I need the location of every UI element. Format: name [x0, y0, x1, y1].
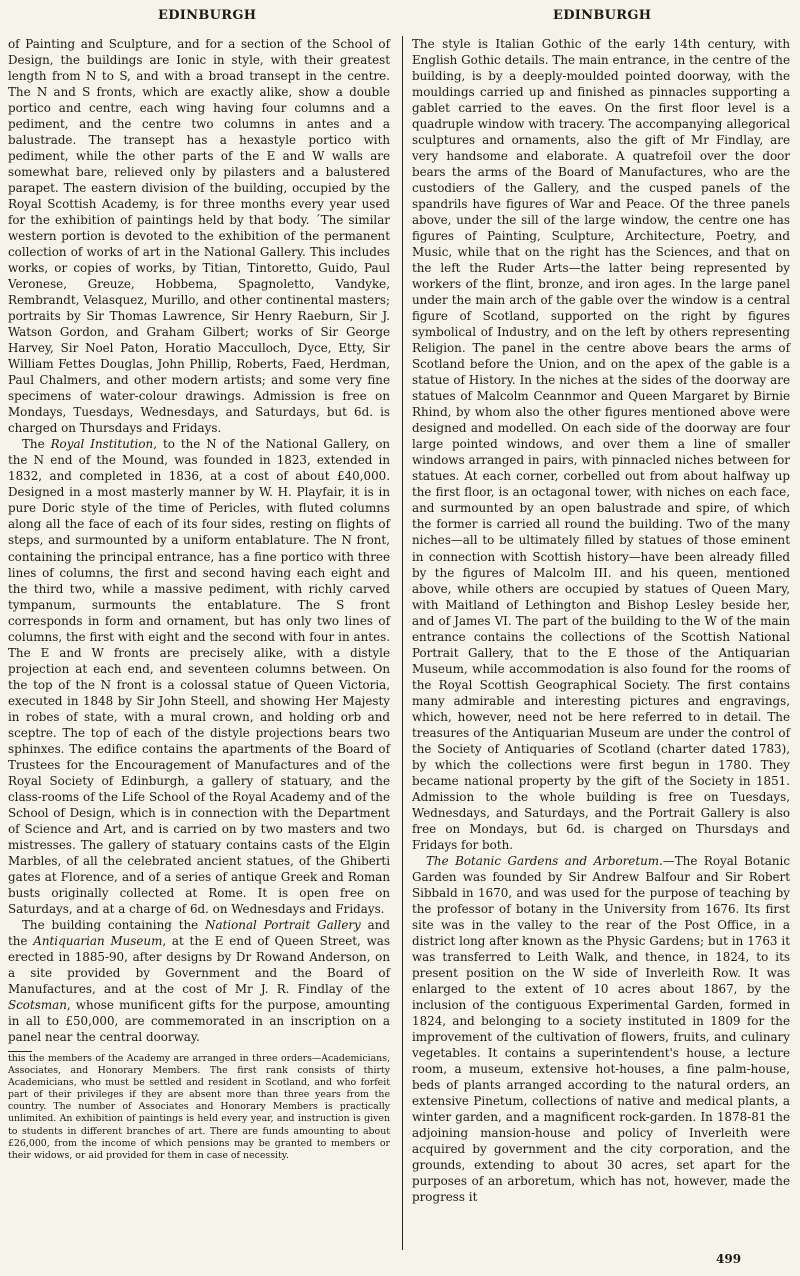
text-body: , to the N of the National Gallery, on the N end of the Mound, was founded in 1823, extended in 1832, and completed in 1836, at a cost of about £40,000. Designed in a most masterly manner by W. H. Playfair, it is in pure Doric style of the time of Pericles, with fluted columns along all the face of each of its four sides, resting on flights of steps, and surmounted by a uniform entablature. The N front, containing the principal entrance, has a fine portico with three lines of columns, the first and second having each eight and the third two, while a massive pediment, with richly carved tympanum, surmounts the entablature. The S front corresponds in form and ornament, but has only two lines of columns, the first with eight and the second with four in antes. The E and W fronts are precisely alike, with a distyle projection at each end, and seventeen columns between. On the top of the N front is a colossal statue of Queen Victoria, executed in 1848 by Sir John Steell, and showing Her Majesty in robes of state, with a mural crown, and holding orb and sceptre. The top of each of the distyle projections bears two sphinxes. The edifice contains the apartments of the Board of Trustees for the Encouragement of Manufactures and of the Royal Society of Edinburgh, a gallery of statuary, and the class-rooms of the Life School of the Royal Academy and of the School of Design, which is in connection with the Department of Science and Art, and is carried on by two masters and two mistresses. The gallery of statuary contains casts of the Elgin Marbles, of all the celebrated ancient statues, of the Ghiberti gates at Florence, and of a series of antique Greek and Roman busts originally collected at Rome. It is open free on Saturdays, and at a charge of 6d. on Wednesdays and Fridays. [8, 437, 391, 916]
italic-title: Antiquarian Museum [33, 933, 163, 948]
italic-title: The Botanic Gardens and Arboretum. [426, 853, 663, 868]
footnote-rule [8, 1051, 32, 1052]
column-divider [402, 36, 403, 1250]
left-column [8, 36, 390, 1162]
paragraph-royal-institution [8, 436, 390, 916]
paragraph-academy: of Painting and Sculpture, and for a section of the School of Design, the buildings are Ionic in style, with their greatest length from N to S, and with a broad transept in the centre. The N and S fronts, which are exactly alike, show a double portico and centre, each wing having four columns and a pediment, and the centre two columns in antes and a balustrade. The transept has a hexastyle portico with pediment, while the other parts of the E and W walls are somewhat bare, relieved only by pilasters and a balustered parapet. The eastern division of the building, occupied by the Royal Scottish Academy, is for three months every year used for the exhibition of paintings held by that body. ´The similar western portion is devoted to the exhibition of the permanent collection of works of art in the National Gallery. This includes works, or copies of works, by Titian, Tintoretto, Guido, Paul Veronese, Greuze, Hobbema, Spagnoletto, Vandyke, Rembrandt, Velasquez, Murillo, and other continental masters; portraits by Sir Thomas Lawrence, Sir Henry Raeburn, Sir J. Watson Gordon, and Graham Gilbert; works of Sir George Harvey, Sir Noel Paton, Horatio Macculloch, Dyce, Etty, Sir William Fettes Douglas, John Phillip, Roberts, Faed, Herdman, Paul Chalmers, and other modern artists; and some very fine specimens of water-colour drawings. Admission is free on Mondays, Tuesdays, Wednesdays, and Saturdays, but 6d. is charged on Thursdays and Fridays. [8, 37, 390, 436]
text-body: , whose munificent gifts for the purpose, amounting in all to £50,000, are commemorated in an inscription on a panel near the central doorway. [8, 997, 390, 1044]
italic-title: National Portrait Gallery [205, 917, 361, 932]
paragraph-gothic-style: The style is Italian Gothic of the early 14th century, with English Gothic details. The main entrance, in the centre of the building, is by a deeply-moulded pointed doorway, with the mouldings carried up and finished as pinnacles supporting a gablet carried to the eaves. On the first floor level is a quadruple window with tracery. The accompanying allegorical sculptures and ornaments, also the gift of Mr Findlay, are very handsome and elaborate. A quatrefoil over the door bears the arms of the Board of Manufactures, who are the custodiers of the Gallery, and the cusped panels of the spandrils have figures of War and Peace. Of the three panels above, under the sill of the large window, the centre one has figures of Painting, Sculpture, Architecture, Poetry, and Music, while that on the right has the Sciences, and that on the left the Ruder Arts—the latter being represented by workers of the flint, bronze, and iron ages. In the large panel under the main arch of the gable over the window is a central figure of Scotland, supported on the right by figures symbolical of Industry, and on the left by others representing Religion. The panel in the centre above bears the arms of Scotland before the Union, and on the apex of the gable is a statue of History. In the niches at the sides of the doorway are statues of Malcolm Ceannmor and Queen Margaret by Birnie Rhind, by whom also the other figures mentioned above were designed and modelled. On each side of the doorway are four large pointed windows, and over them a line of smaller windows arranged in pairs, with pinnacled niches between for statues. At each corner, corbelled out from about halfway up the first floor, is an octagonal tower, with niches on each face, and surmounted by an open balustrade and spire, of which the former is carried all round the building. Two of the many niches—all to be ultimately filled by statues of those eminent in connection with Scottish history—have been already filled by the figures of Malcolm III. and his queen, mentioned above, while others are occupied by statues of Queen Mary, with Maitland of Lethington and Bishop Lesley beside her, and of James VI. The part of the building to the W of the main entrance contains the collections of the Scottish National Portrait Gallery, that to the E those of the Antiquarian Museum, while accommodation is also found for the rooms of the Royal Scottish Geographical Society. The first contains many admirable and interesting pictures and engravings, which, however, need not be here referred to in detail. The treasures of the Antiquarian Museum are under the control of the Society of Antiquaries of Scotland (charter dated 1783), by which the collections were first begun in 1780. They became national property by the gift of the Society in 1851. Admission to the whole building is free on Tuesdays, Wednesdays, and Saturdays, and the Portrait Gallery is also free on Mondays, but 6d. is charged on Thursdays and Fridays for both. [412, 37, 790, 852]
text-body: —The Royal Botanic Garden was founded by Sir Andrew Balfour and Sir Robert Sibbald in 1670, and was used for the purpose of teaching by the professor of botany in the University from 1676. Its first site was in the valley to the rear of the Post Office, in a district long after known as the Physic Gardens; but in 1763 it was transferred to Leith Walk, and thence, in 1824, to its present position on the W side of Inverleith Row. It was enlarged to the extent of 10 acres about 1867, by the inclusion of the contiguous Experimental Garden, formed in 1824, and belonging to a society instituted in 1809 for the improvement of the cultivation of flowers, fruits, and culinary vegetables. It contains a superintendent's house, a lecture room, a museum, extensive hot-houses, a fine palm-house, beds of plants arranged according to the natural orders, an extensive Pinetum, collections of native and medical plants, a winter garden, and a magnificent rock-garden. In 1878-81 the adjoining mansion-house and policy of Inverleith were acquired by government and the city corporation, and the grounds, extending to about 30 acres, set apart for the purposes of an arboretum, which has not, however, made the progress it [412, 853, 790, 1205]
text-lead: The [22, 437, 51, 452]
footnote: this the members of the Academy are arranged in three orders—Academicians, Associates, and Honorary Members. The first rank consists of thirty Academicians, who must be settled and resident in Scotland, and who forfeit part of their privileges if they are absent more than three years from the country. The number of Associates and Honorary Members is practically unlimited. An exhibition of paintings is held every year, and instruction is given to students in different branches of art. There are funds amounting to about £26,000, from the income of which pensions may be granted to members or their widows, or aid provided for them in case of necessity. [8, 1052, 390, 1161]
running-head-left: EDINBURGH [158, 8, 257, 23]
text-body: and the [8, 917, 391, 948]
paragraph-botanic-gardens [412, 853, 790, 1205]
text-body: , at the E end of Queen Street, was erected in 1885-90, after designs by Dr Rowand Anderson, on a site provided by Government and the Board of Manufactures, and at the cost of Mr J. R. Findlay of the [8, 933, 390, 996]
paragraph-portrait-gallery [8, 917, 390, 1045]
page-number: 499 [716, 1252, 742, 1266]
text-lead: The building containing the [22, 917, 206, 932]
running-head-right: EDINBURGH [553, 8, 652, 23]
italic-title: Royal Institution [50, 437, 154, 452]
right-column [412, 36, 790, 1205]
italic-title: Scotsman [8, 997, 67, 1012]
